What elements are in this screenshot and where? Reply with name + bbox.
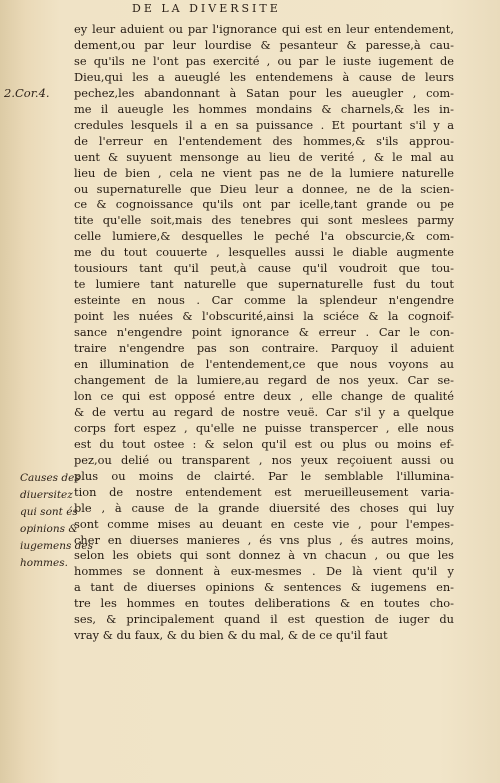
text-line: & de vertu au regard de nostre veuë. Car s'il y a quelque (74, 404, 454, 419)
text-line: celle lumiere,& desquelles le peché l'a obscurcie,& com- (74, 229, 454, 244)
text-line: sont comme mises au deuant en ceste vie , pour l'empes- (74, 516, 454, 531)
margin-reference: 2.Cor.4. (4, 86, 50, 100)
running-head: DE LA DIVERSITE (132, 2, 281, 15)
text-line: ble , à cause de la grande diuersité des choses qui luy (74, 500, 454, 515)
margin-note-line: opinions & (20, 523, 78, 535)
text-line: pechez,les abandonnant à Satan pour les aueugler , com- (74, 85, 454, 100)
text-line: est du tout ostee : & selon qu'il est ou plus ou moins ef- (74, 436, 454, 451)
text-line: point les nuées & l'obscurité,ainsi la sciéce & la cognoif- (74, 309, 454, 324)
text-line: en illumination de l'entendement,ce que nous voyons au (74, 357, 454, 372)
text-line: te lumiere tant naturelle que supernaturelle fust du tout (74, 277, 454, 292)
text-line: traire n'engendre pas son contraire. Parquoy il aduient (74, 341, 454, 356)
text-line: lieu de bien , cela ne vient pas ne de la lumiere naturelle (74, 165, 454, 180)
text-line: sance n'engendre point ignorance & erreur . Car le con- (74, 325, 454, 340)
margin-note-line: qui sont és (20, 506, 78, 518)
text-line: me il aueugle les hommes mondains & charnels,& les in- (74, 101, 454, 116)
text-line: corps fort espez , qu'elle ne puisse transpercer , elle nous (74, 420, 454, 435)
text-line: tousiours tant qu'il peut,à cause qu'il voudroit que tou- (74, 261, 454, 276)
text-line: uent & suyuent mensonge au lieu de verité , & le mal au (74, 149, 454, 164)
margin-note-line: Causes des (20, 472, 80, 484)
text-line: ce & cognoissance qu'ils ont par icelle,tant grande ou pe (74, 197, 454, 212)
text-line: ses, & principalement quand il est question de iuger du (74, 612, 454, 627)
text-line: tre les hommes en toutes deliberations & en toutes cho- (74, 596, 454, 611)
body-text (74, 22, 454, 644)
text-line: cher en diuerses manieres , és vns plus , és autres moins, (74, 532, 454, 547)
text-line: lon ce qui est opposé entre deux , elle change de qualité (74, 388, 454, 403)
text-line: vray & du faux, & du bien & du mal, & de ce qu'il faut (74, 628, 388, 643)
margin-note-line: hommes. (20, 557, 68, 569)
text-line: tion de nostre entendement est merueilleusement varia- (74, 484, 454, 499)
margin-note-line: iugemens des (20, 540, 94, 552)
text-line: pez,ou delié ou transparent , nos yeux reçoiuent aussi ou (74, 452, 454, 467)
text-line: credules lesquels il a en sa puissance . Et pourtant s'il y a (74, 117, 454, 132)
text-line: se qu'ils ne l'ont pas exercité , ou par le iuste iugement de (74, 53, 454, 68)
text-line: changement de la lumiere,au regard de nos yeux. Car se- (74, 372, 454, 387)
text-line: ey leur aduient ou par l'ignorance qui est en leur entendement, (74, 22, 454, 36)
text-line: dement,ou par leur lourdise & pesanteur & paresse,à cau- (74, 37, 454, 52)
text-line: esteinte en nous . Car comme la splendeur n'engendre (74, 293, 454, 308)
text-line: ou supernaturelle que Dieu leur a donnee, ne de la scien- (74, 181, 454, 196)
text-line: hommes se donnent à eux-mesmes . De là vient qu'il y (74, 564, 454, 579)
text-line: tite qu'elle soit,mais des tenebres qui sont meslees parmy (74, 213, 454, 228)
text-line: Dieu,qui les a aueuglé les entendemens à cause de leurs (74, 69, 454, 84)
text-line: de l'erreur en l'entendement des hommes,& s'ils approu- (74, 133, 454, 148)
text-line: plus ou moins de clairté. Par le semblable l'illumina- (74, 468, 454, 483)
text-line: selon les obiets qui sont donnez à vn chacun , ou que les (74, 548, 454, 563)
text-line: me du tout couuerte , lesquelles aussi le diable augmente (74, 245, 454, 260)
text-line: a tant de diuerses opinions & sentences & iugemens en- (74, 580, 454, 595)
margin-note-line: diuersitez (20, 489, 73, 501)
